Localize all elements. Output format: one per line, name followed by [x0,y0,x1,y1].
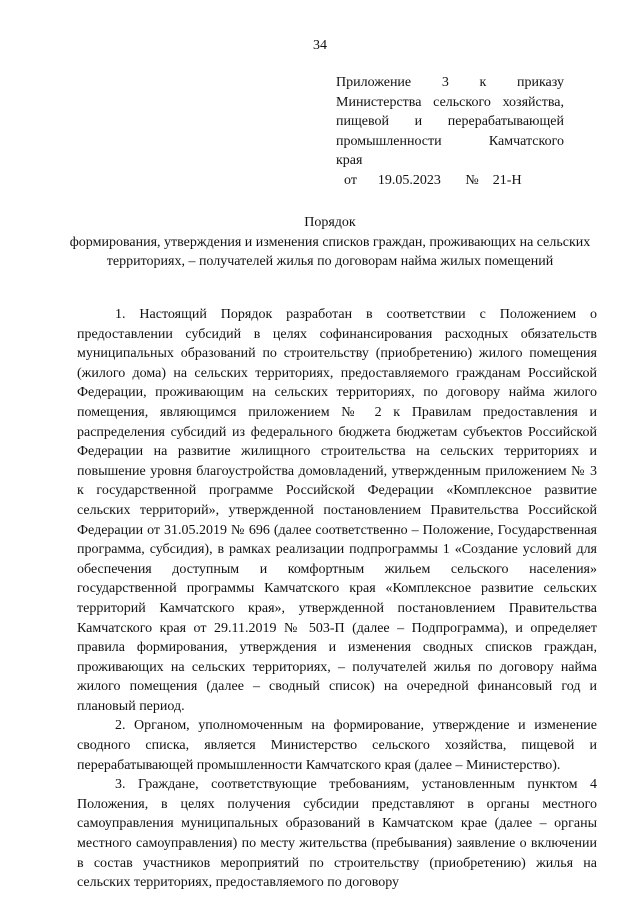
order-date-number: от 19.05.2023 № 21-Н [344,172,522,188]
paragraph-3: 3. Граждане, соответствующие требованиям, установленным пунктом 4 Положения, в целях получения субсидии представляют в органы местного самоуправления муниципальных образований в Камчатском крае (далее – органы местного самоуправления) по месту жительства (пребывания) заявление о включении в состав участников мероприятий по строительству (приобретению) жилья на сельских территориях, предоставляемого по договору [77,777,597,891]
document-body [77,305,597,893]
paragraph-2: 2. Органом, уполномоченным на формирование, утверждение и изменение сводного списка, является Министерство сельского хозяйства, пищевой и перерабатывающей промышленности Камчатского края (далее – Министерство). [77,718,597,773]
appendix-line: Министерства сельского хозяйства, [336,94,564,110]
title-heading: Порядок [304,215,356,230]
appendix-line: Приложение 3 к приказу [336,75,564,90]
appendix-line: промышленности Камчатского [336,133,564,149]
title-subtitle: формирования, утверждения и изменения списков граждан, проживающих на сельских территориях, – получателей жилья по договорам найма жилых помещений [69,234,591,269]
appendix-block [336,73,564,190]
page-number: 34 [313,38,327,53]
paragraph-1: 1. Настоящий Порядок разработан в соответствии с Положением о предоставлении субсидий в целях софинансирования расходных обязательств муниципальных образований по строительству (приобретению) жилого помещения (жилого дома) на сельских территориях, предоставляемого гражданам Российской Федерации, проживающим на сельских территориях, по договору найма жилого помещения, являющимся приложением № 2 к Правилам предоставления и распределения субсидий из федерального бюджета бюджетам субъектов Российской Федерации на развитие жилищного строительства на сельских территориях и повышение уровня благоустройства домовладений, утвержденным приложением № 3 к государственной программе Российской Федерации «Комплексное развитие сельских территорий», утвержденной постановлением Правительства Российской Федерации от 31.05.2019 № 696 (далее соответственно – Положение, Государственная программа, субсидия), в рамках реализации подпрограммы 1 «Создание условий для обеспечения доступным и комфортным жильем сельского населения» государственной программы Камчатского края «Комплексное развитие сельских территорий Камчатского края», утвержденной постановлением Правительства Камчатского края от 29.11.2019 № 503-П (далее – Подпрограмма), и определяет правила формирования, утверждения и изменения сводных списков граждан, проживающих на сельских территориях, – получателей жилья по договору найма жилого помещения (далее – сводный список) на очередной финансовый год и плановый период. [77,307,597,714]
appendix-line: пищевой и перерабатывающей [336,114,564,129]
document-title [60,213,600,272]
appendix-line: края [336,153,363,168]
